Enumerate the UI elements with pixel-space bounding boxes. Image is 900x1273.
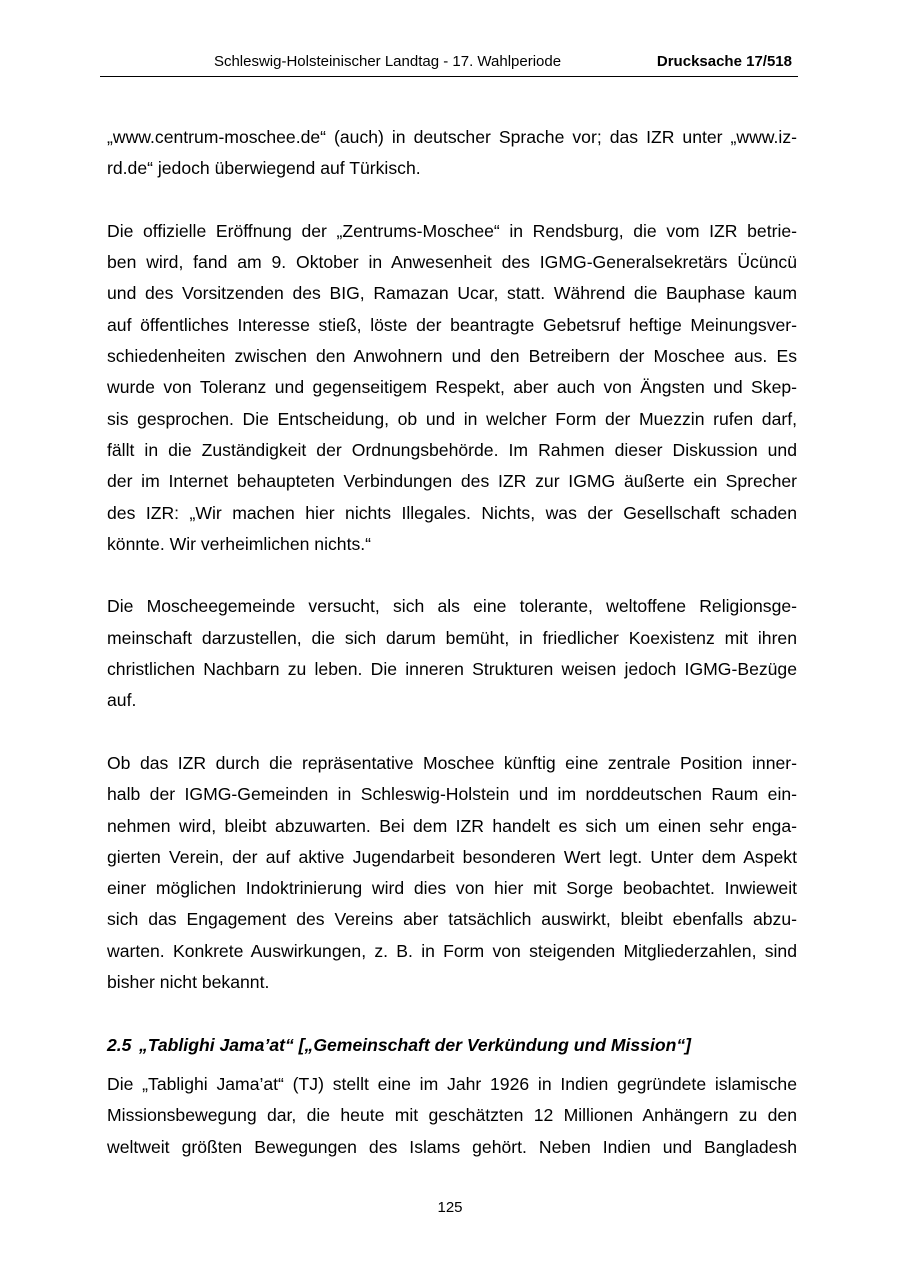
text-line: könnte. Wir verheimlichen nichts.“ <box>107 533 372 554</box>
text-line: „www.centrum-moschee.de“ (auch) in deutscher Sprache vor; das IZR unter „www.iz- <box>107 127 797 147</box>
paragraph <box>107 748 797 998</box>
paragraph <box>107 216 797 560</box>
section-heading <box>107 1030 797 1061</box>
section-title: „Tablighi Jama’at“ [„Gemeinschaft der Verkündung und Mission“] <box>139 1034 691 1055</box>
header-title: Schleswig-Holsteinischer Landtag - 17. Wahlperiode <box>213 53 562 70</box>
section-number: 2.5 <box>107 1034 132 1055</box>
text-line: Die Moscheegemeinde versucht, sich als eine tolerante, weltoffene Religionsge- <box>107 596 797 617</box>
text-line: Missionsbewegung dar, die heute mit geschätzten 12 Millionen Anhängern zu den <box>107 1105 797 1126</box>
text-line: Ob das IZR durch die repräsentative Moschee künftig eine zentrale Position inner- <box>107 752 797 773</box>
text-line: auf öffentliches Interesse stieß, löste der beantragte Gebetsruf heftige Meinungsver- <box>107 314 797 335</box>
text-line: rd.de“ jedoch überwiegend auf Türkisch. <box>107 158 421 179</box>
text-line: wurde von Toleranz und gegenseitigem Respekt, aber auch von Ängsten und Skep- <box>107 377 797 398</box>
text-line: halb der IGMG-Gemeinden in Schleswig-Holstein und im norddeutschen Raum ein- <box>107 784 797 805</box>
text-line: Die offizielle Eröffnung der „Zentrums-Moschee“ in Rendsburg, die vom IZR betrie- <box>107 220 797 241</box>
text-line: meinschaft darzustellen, die sich darum bemüht, in friedlicher Koexistenz mit ihren <box>107 627 797 648</box>
text-line: fällt in die Zuständigkeit der Ordnungsbehörde. Im Rahmen dieser Diskussion und <box>107 439 797 460</box>
paragraph <box>107 591 797 716</box>
text-line: weltweit größten Bewegungen des Islams gehört. Neben Indien und Bangladesh <box>107 1136 797 1157</box>
text-line: einer möglichen Indoktrinierung wird dies von hier mit Sorge beobachtet. Inwieweit <box>107 878 797 899</box>
text-line: schiedenheiten zwischen den Anwohnern und den Betreibern der Moschee aus. Es <box>107 346 797 367</box>
text-line: gierten Verein, der auf aktive Jugendarbeit besonderen Wert legt. Unter dem Aspekt <box>107 846 797 867</box>
text-line: der im Internet behaupteten Verbindungen des IZR zur IGMG äußerte ein Sprecher <box>107 471 797 492</box>
text-line: sis gesprochen. Die Entscheidung, ob und in welcher Form der Muezzin rufen darf, <box>107 408 797 429</box>
text-line: nehmen wird, bleibt abzuwarten. Bei dem IZR handelt es sich um einen sehr enga- <box>107 815 797 836</box>
document-body <box>107 122 797 1163</box>
text-line: auf. <box>107 690 137 711</box>
text-line: bisher nicht bekannt. <box>107 972 270 993</box>
document-number: Drucksache 17/518 <box>656 53 792 70</box>
text-line: des IZR: „Wir machen hier nichts Illegales. Nichts, was der Gesellschaft schaden <box>107 502 797 523</box>
text-line: christlichen Nachbarn zu leben. Die inneren Strukturen weisen jedoch IGMG-Bezüge <box>107 659 797 680</box>
text-line: Die „Tablighi Jama’at“ (TJ) stellt eine im Jahr 1926 in Indien gegründete islamische <box>107 1073 797 1094</box>
text-line: warten. Konkrete Auswirkungen, z. B. in Form von steigenden Mitgliederzahlen, sind <box>107 940 797 961</box>
text-line: und des Vorsitzenden des BIG, Ramazan Ucar, statt. Während die Bauphase kaum <box>107 283 797 304</box>
text-line: sich das Engagement des Vereins aber tatsächlich auswirkt, bleibt ebenfalls abzu- <box>107 909 797 930</box>
paragraph <box>107 1069 797 1163</box>
text-line: ben wird, fand am 9. Oktober in Anwesenheit des IGMG-Generalsekretärs Ücüncü <box>107 252 797 273</box>
page-number: 125 <box>437 1199 463 1216</box>
page-header <box>100 52 798 77</box>
paragraph <box>107 122 797 185</box>
